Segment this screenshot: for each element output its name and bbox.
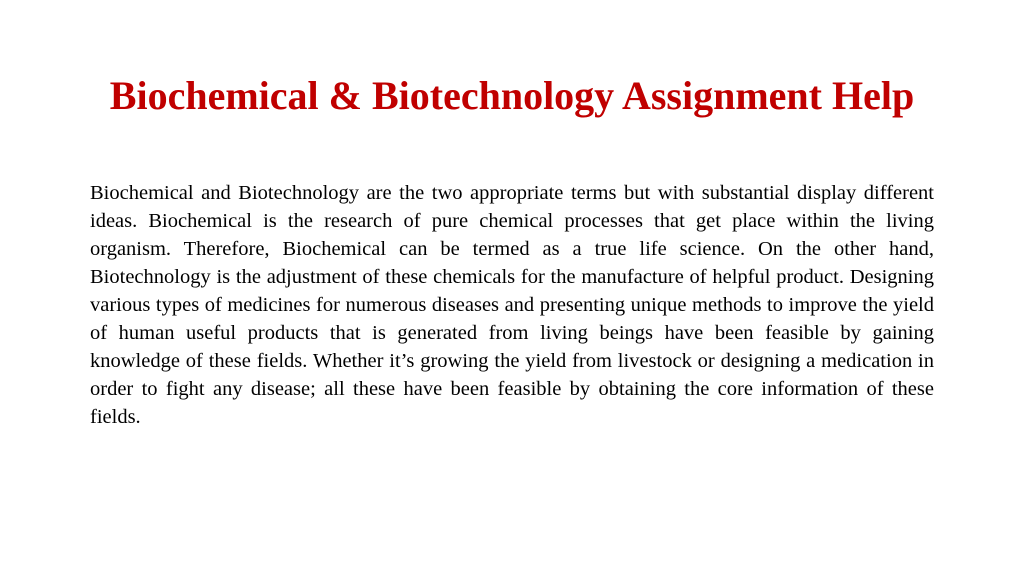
slide-body-paragraph: Biochemical and Biotechnology are the two appropriate terms but with substantial display different ideas. Biochemical is the research of pure chemical processes that get place within the living organism. Therefore, Biochemical can be termed as a true life science. On the other hand, Biotechnology is the adjustment of these chemicals for the manufacture of helpful product. Designing various types of medicines for numerous diseases and presenting unique methods to improve the yield of human useful products that is generated from living beings have been feasible by gaining knowledge of these fields. Whether it’s growing the yield from livestock or designing a medication in order to fight any disease; all these have been feasible by obtaining the core information of these fields.	[90, 182, 934, 428]
slide-title: Biochemical & Biotechnology Assignment Help	[109, 73, 915, 118]
